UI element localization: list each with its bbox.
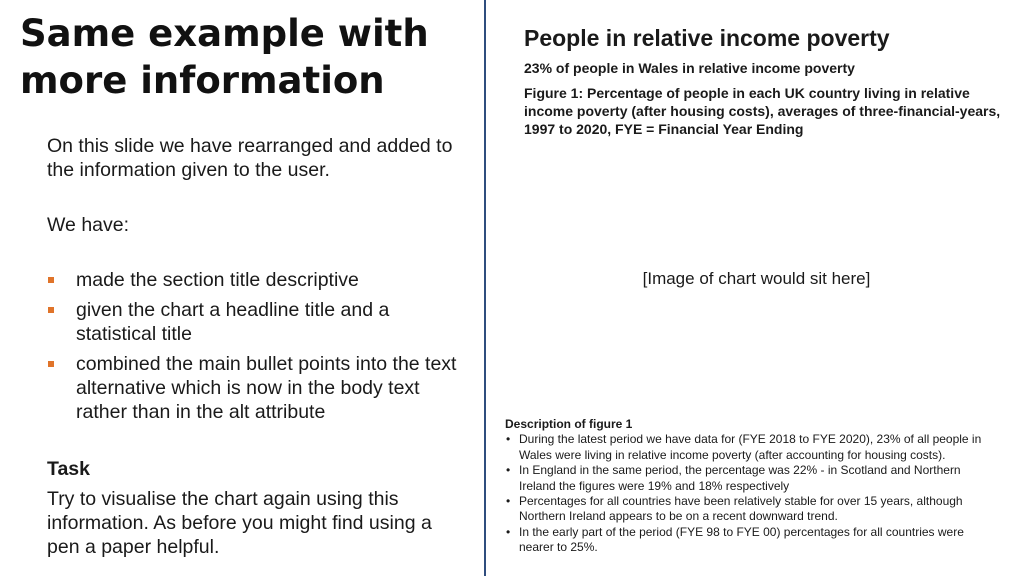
task-heading: Task xyxy=(47,458,90,480)
list-item-text: In England in the same period, the percentage was 22% - in Scotland and Northern Ireland the figures were 19% and 18% respectively xyxy=(519,463,961,493)
list-item-text: made the section title descriptive xyxy=(76,269,359,291)
dot-bullet-icon: • xyxy=(506,432,511,447)
square-bullet-icon xyxy=(48,361,54,367)
task-body: Try to visualise the chart again using this information. As before you might find using a pen a paper helpful. xyxy=(47,488,432,558)
list-item-text: Percentages for all countries have been relatively stable for over 15 years, although Northern Ireland appears to be on a recent downward trend. xyxy=(519,494,963,524)
column-divider xyxy=(484,0,486,576)
we-have-text: We have: xyxy=(47,214,130,236)
chart-headline-title: People in relative income poverty xyxy=(524,25,890,51)
dot-bullet-icon: • xyxy=(506,463,511,478)
changes-list xyxy=(47,268,467,424)
list-item xyxy=(47,298,467,346)
list-item-text: combined the main bullet points into the text alternative which is now in the body text rather than in the alt attribute xyxy=(76,353,457,423)
figure-caption: Figure 1: Percentage of people in each UK country living in relative income poverty (after housing costs), averages of three-financial-years, 1997 to 2020, FYE = Financial Year Ending xyxy=(524,85,1001,137)
description-heading: Description of figure 1 xyxy=(505,417,633,431)
list-item xyxy=(505,432,995,463)
list-item xyxy=(47,268,467,292)
list-item-text: In the early part of the period (FYE 98 to FYE 00) percentages for all countries were nearer to 25%. xyxy=(519,524,964,555)
chart-statistical-title: 23% of people in Wales in relative income poverty xyxy=(524,60,855,76)
dot-bullet-icon: • xyxy=(506,494,511,509)
figure-description xyxy=(505,417,995,556)
square-bullet-icon xyxy=(48,307,54,313)
description-list xyxy=(505,432,995,555)
intro-text: On this slide we have rearranged and added to the information given to the user. xyxy=(47,135,453,181)
square-bullet-icon xyxy=(48,277,54,283)
slide-title: Same example with more information xyxy=(20,12,429,102)
list-item xyxy=(505,463,995,494)
list-item-text: During the latest period we have data for (FYE 2018 to FYE 2020), 23% of all people in Wales were living in relative income poverty (after accounting for housing costs). xyxy=(519,432,982,462)
list-item xyxy=(505,494,995,525)
left-body xyxy=(47,134,467,559)
list-item xyxy=(505,525,995,556)
dot-bullet-icon: • xyxy=(506,524,511,539)
list-item xyxy=(47,352,467,424)
list-item-text: given the chart a headline title and a statistical title xyxy=(76,299,390,345)
chart-placeholder: [Image of chart would sit here] xyxy=(642,269,871,288)
